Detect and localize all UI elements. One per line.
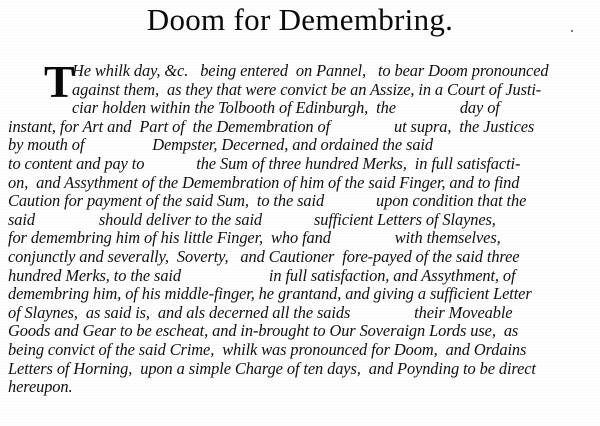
- text-line: for demembring him of his little Finger, who fand with themselves,: [8, 228, 501, 248]
- scan-speck: [571, 30, 573, 32]
- drop-cap-initial: T: [44, 56, 75, 107]
- text-line: to content and pay to the Sum of three hundred Merks, in full satisfacti-: [8, 153, 521, 173]
- text-line: He whilk day, &c. being entered on Pannel, to bear Doom pronounced: [72, 61, 549, 80]
- text-line: conjunctly and severally, Soverty, and Cautioner fore-payed of the said three: [8, 246, 520, 266]
- text-line: Goods and Gear to be escheat, and in-brought to Our Soveraign Lords use, as: [8, 321, 519, 341]
- text-line: said should deliver to the said sufficient Letters of Slaynes,: [8, 209, 496, 229]
- text-line: Letters of Horning, upon a simple Charge of ten days, and Poynding to be direct: [8, 358, 536, 378]
- text-line: by mouth of Dempster, Decerned, and ordained the said: [8, 135, 433, 155]
- page-title: Doom for Demembring.: [146, 2, 454, 37]
- text-line: ciar holden within the Tolbooth of Edinburgh, the day of: [72, 98, 500, 118]
- text-line: Caution for payment of the said Sum, to the said upon condition that the: [8, 191, 527, 211]
- text-line: demembring him, of his middle-finger, he grantand, and giving a sufficient Letter: [8, 284, 532, 304]
- text-line: of Slaynes, as said is, and als decerned all the saids their Moveable: [8, 302, 513, 322]
- text-line: hundred Merks, to the said in full satisfaction, and Assythment, of: [8, 265, 516, 285]
- body-text-block: [8, 56, 586, 397]
- text-line: against them, as they that were convict be an Assize, in a Court of Justi-: [72, 79, 542, 99]
- text-line: being convict of the said Crime, whilk was pronounced for Doom, and Ordains: [8, 339, 527, 359]
- text-line: hereupon.: [8, 377, 73, 397]
- text-line: instant, for Art and Part of the Demembration of ut supra, the Justices: [8, 116, 535, 136]
- text-line: on, and Assythment of the Demembration of him of the said Finger, and to find: [8, 172, 520, 192]
